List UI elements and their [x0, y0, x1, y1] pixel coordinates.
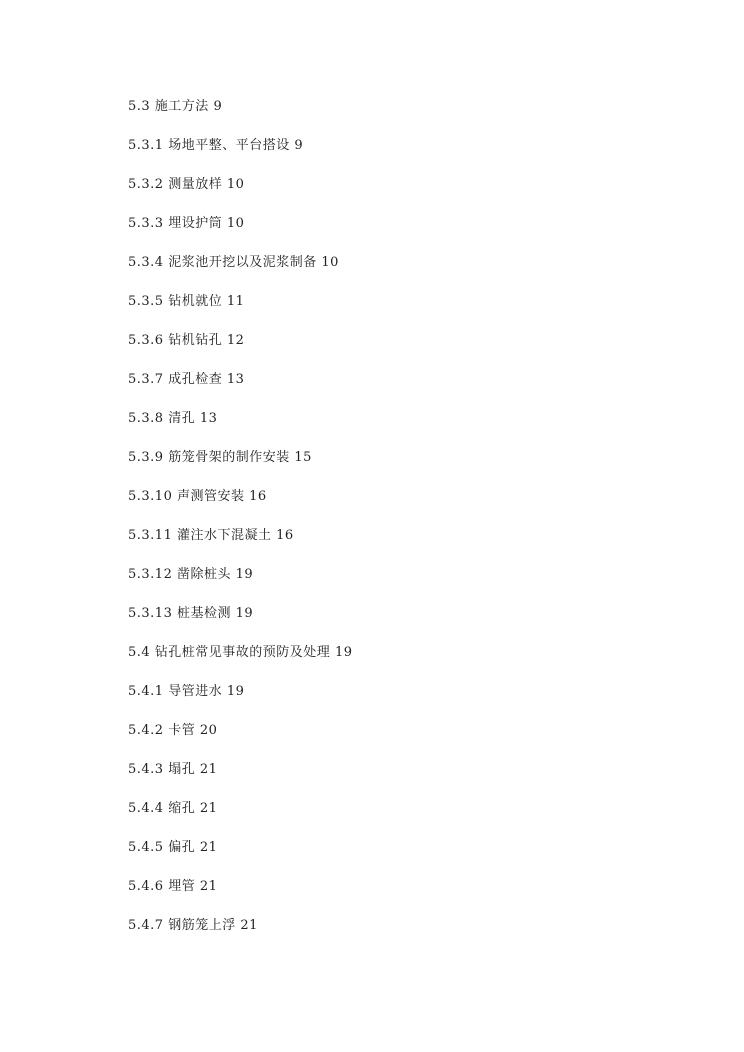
- toc-entry: 5.4.1 导管进水 19: [128, 684, 245, 699]
- toc-entry: 5.4.7 钢筋笼上浮 21: [128, 918, 258, 933]
- toc-entry: 5.3.4 泥浆池开挖以及泥浆制备 10: [128, 255, 339, 270]
- toc-entry: 5.3.1 场地平整、平台搭设 9: [128, 138, 304, 153]
- toc-entry: 5.3.10 声测管安装 16: [128, 489, 267, 504]
- toc-entry: 5.4.3 塌孔 21: [128, 762, 218, 777]
- toc-entry: 5.4.6 埋管 21: [128, 879, 218, 894]
- toc-entry: 5.4.5 偏孔 21: [128, 840, 218, 855]
- toc-entry: 5.4 钻孔桩常见事故的预防及处理 19: [128, 645, 353, 660]
- toc-entry: 5.3 施工方法 9: [128, 99, 223, 114]
- table-of-contents: [128, 96, 352, 954]
- toc-entry: 5.4.4 缩孔 21: [128, 801, 218, 816]
- toc-entry: 5.3.6 钻机钻孔 12: [128, 333, 245, 348]
- toc-entry: 5.3.5 钻机就位 11: [128, 294, 245, 309]
- toc-entry: 5.4.2 卡管 20: [128, 723, 218, 738]
- toc-entry: 5.3.8 清孔 13: [128, 411, 218, 426]
- toc-entry: 5.3.11 灌注水下混凝土 16: [128, 528, 294, 543]
- toc-entry: 5.3.13 桩基检测 19: [128, 606, 254, 621]
- toc-entry: 5.3.2 测量放样 10: [128, 177, 245, 192]
- toc-entry: 5.3.12 凿除桩头 19: [128, 567, 254, 582]
- toc-entry: 5.3.3 埋设护筒 10: [128, 216, 245, 231]
- toc-entry: 5.3.9 筋笼骨架的制作安装 15: [128, 450, 312, 465]
- toc-entry: 5.3.7 成孔检查 13: [128, 372, 245, 387]
